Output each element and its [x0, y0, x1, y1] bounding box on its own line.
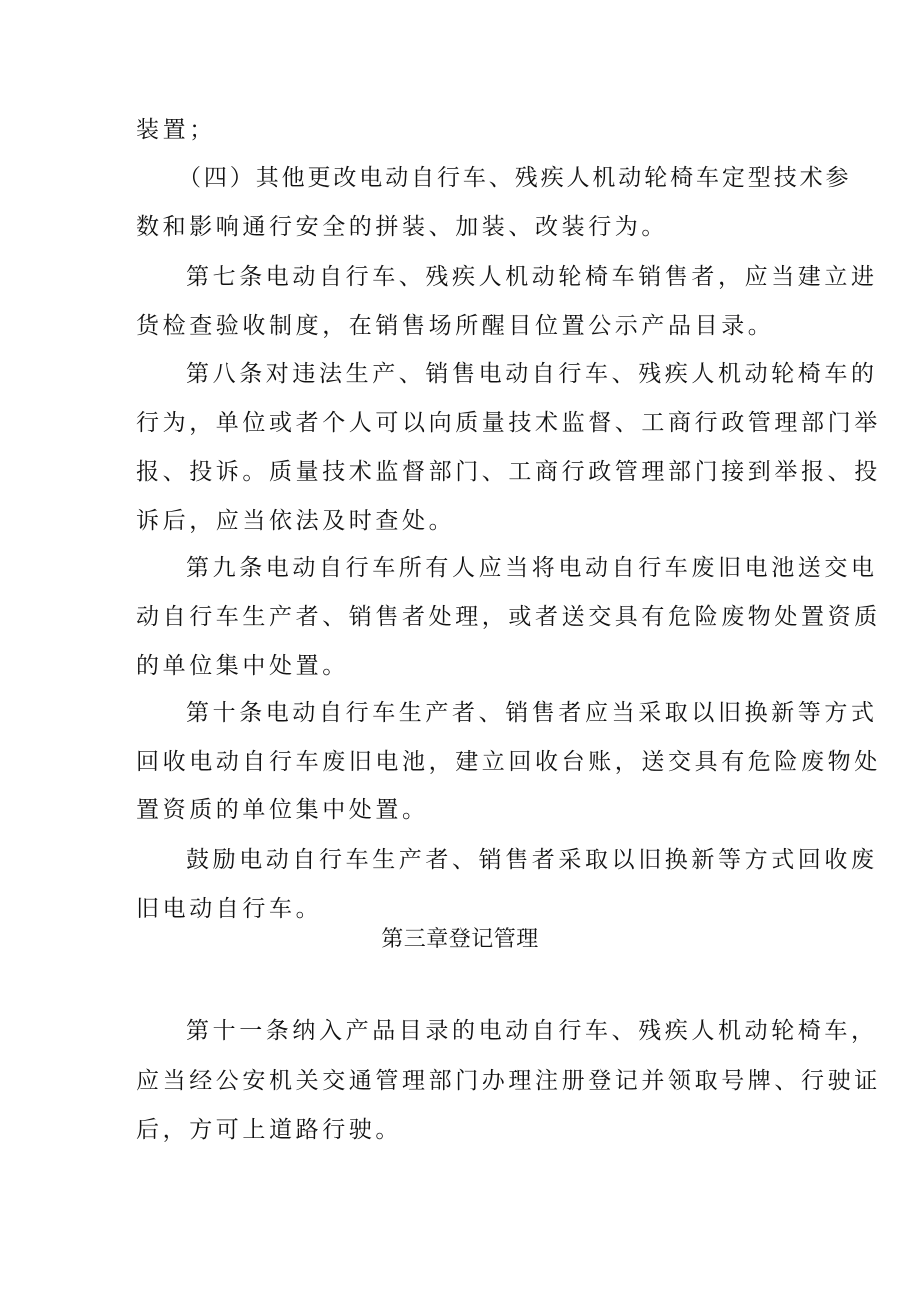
text-line: 装置；	[136, 117, 216, 143]
text-line: 诉后，应当依法及时查处。	[136, 508, 456, 534]
text-line: 应当经公安机关交通管理部门办理注册登记并领取号牌、行驶证	[136, 1068, 881, 1094]
text-line: 旧电动自行车。	[136, 896, 323, 922]
text-line: 第七条电动自行车、残疾人机动轮椅车销售者，应当建立进	[186, 264, 878, 290]
text-line: 第十一条纳入产品目录的电动自行车、残疾人机动轮椅车，	[186, 1018, 878, 1044]
text-line: 数和影响通行安全的拼装、加装、改装行为。	[136, 214, 668, 240]
text-line: 第八条对违法生产、销售电动自行车、残疾人机动轮椅车的	[186, 361, 878, 387]
text-line: 货检查验收制度，在销售场所醒目位置公示产品目录。	[136, 313, 775, 339]
text-line: 行为，单位或者个人可以向质量技术监督、工商行政管理部门举	[136, 410, 881, 436]
chapter-heading: 第三章登记管理	[381, 927, 539, 952]
text-line: 后，方可上道路行驶。	[136, 1117, 402, 1143]
text-line: 动自行车生产者、销售者处理，或者送交具有危险废物处置资质	[136, 604, 881, 630]
text-line: 第九条电动自行车所有人应当将电动自行车废旧电池送交电	[186, 555, 878, 581]
text-line: 的单位集中处置。	[136, 653, 349, 679]
text-line: 鼓励电动自行车生产者、销售者采取以旧换新等方式回收废	[186, 847, 878, 873]
text-line: 置资质的单位集中处置。	[136, 797, 429, 823]
text-line: 回收电动自行车废旧电池，建立回收台账，送交具有危险废物处	[136, 749, 881, 775]
text-line: 第十条电动自行车生产者、销售者应当采取以旧换新等方式	[186, 700, 878, 726]
text-line: （四）其他更改电动自行车、残疾人机动轮椅车定型技术参	[178, 165, 852, 191]
text-line: 报、投诉。质量技术监督部门、工商行政管理部门接到举报、投	[136, 459, 881, 485]
